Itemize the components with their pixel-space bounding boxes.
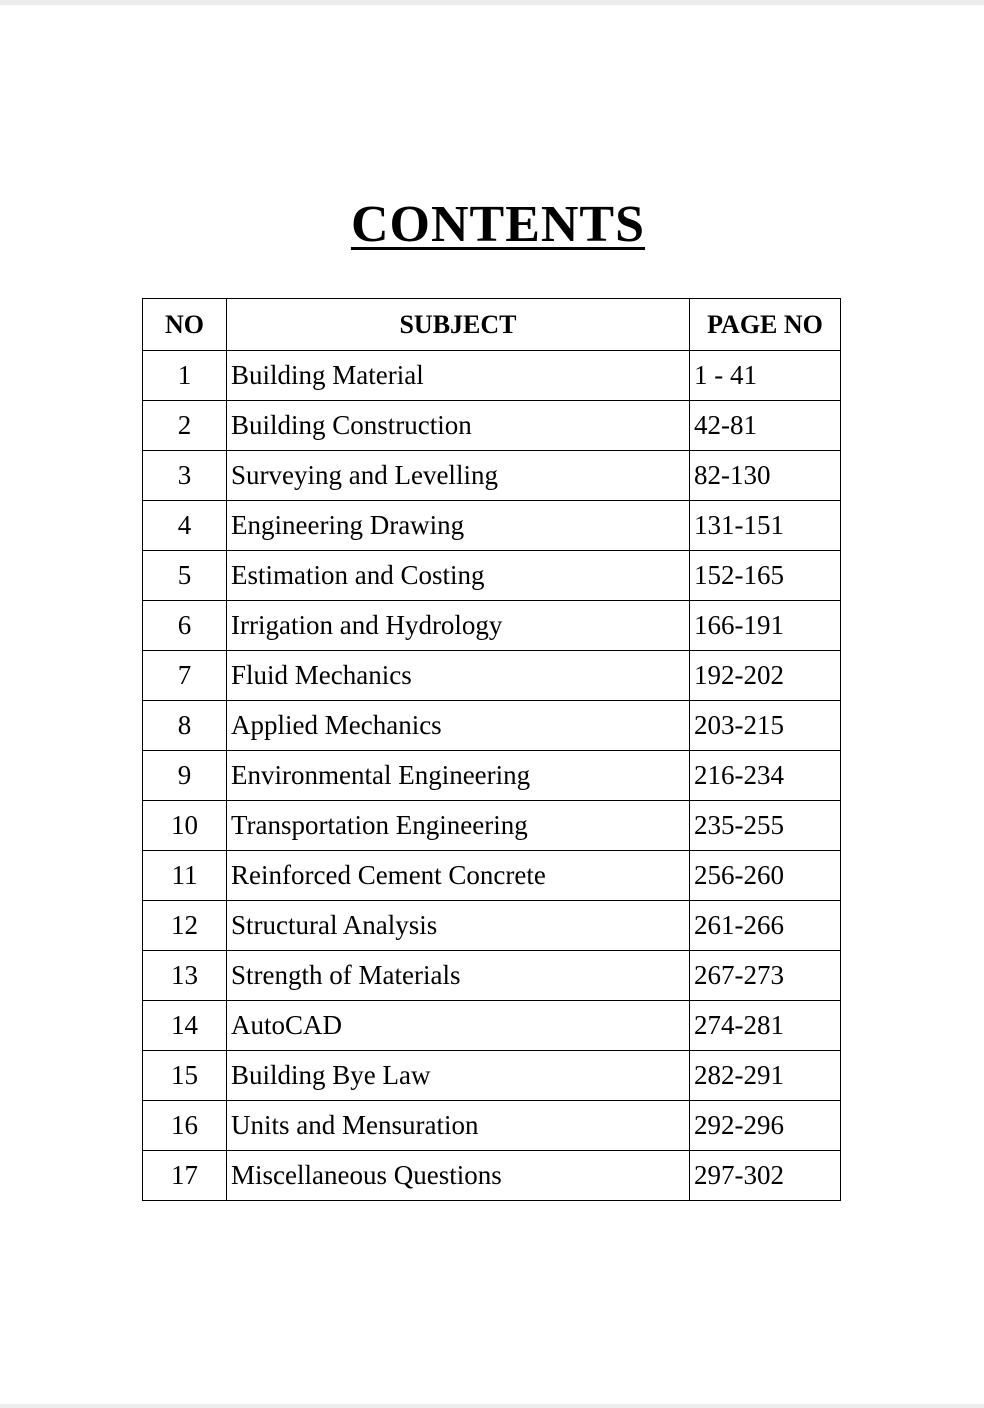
row-subject: Fluid Mechanics (227, 651, 690, 701)
row-page-range: 82-130 (690, 451, 841, 501)
row-subject: Reinforced Cement Concrete (227, 851, 690, 901)
row-subject: AutoCAD (227, 1001, 690, 1051)
table-row (143, 851, 841, 901)
row-number: 14 (143, 1001, 227, 1051)
row-page-range: 297-302 (690, 1151, 841, 1201)
row-number: 16 (143, 1101, 227, 1151)
row-page-range: 152-165 (690, 551, 841, 601)
row-subject: Engineering Drawing (227, 501, 690, 551)
row-number: 7 (143, 651, 227, 701)
row-subject: Strength of Materials (227, 951, 690, 1001)
table-row (143, 1051, 841, 1101)
row-number: 1 (143, 351, 227, 401)
row-page-range: 216-234 (690, 751, 841, 801)
row-subject: Building Construction (227, 401, 690, 451)
page-top-edge (0, 0, 984, 5)
row-subject: Miscellaneous Questions (227, 1151, 690, 1201)
row-number: 11 (143, 851, 227, 901)
contents-table (142, 298, 841, 1201)
row-number: 12 (143, 901, 227, 951)
row-number: 2 (143, 401, 227, 451)
column-header-subject: SUBJECT (227, 299, 690, 351)
table-body (143, 351, 841, 1201)
table-row (143, 651, 841, 701)
row-subject: Building Material (227, 351, 690, 401)
row-number: 10 (143, 801, 227, 851)
row-page-range: 203-215 (690, 701, 841, 751)
row-page-range: 256-260 (690, 851, 841, 901)
table-row (143, 601, 841, 651)
table-header-row (143, 299, 841, 351)
row-page-range: 267-273 (690, 951, 841, 1001)
row-number: 8 (143, 701, 227, 751)
table-row (143, 801, 841, 851)
row-subject: Irrigation and Hydrology (227, 601, 690, 651)
table-row (143, 1151, 841, 1201)
row-subject: Units and Mensuration (227, 1101, 690, 1151)
row-page-range: 1 - 41 (690, 351, 841, 401)
row-number: 9 (143, 751, 227, 801)
row-number: 5 (143, 551, 227, 601)
table-row (143, 1101, 841, 1151)
row-subject: Surveying and Levelling (227, 451, 690, 501)
row-subject: Estimation and Costing (227, 551, 690, 601)
column-header-no: NO (143, 299, 227, 351)
page-bottom-edge (0, 1404, 984, 1408)
row-page-range: 261-266 (690, 901, 841, 951)
row-number: 13 (143, 951, 227, 1001)
row-page-range: 166-191 (690, 601, 841, 651)
row-number: 6 (143, 601, 227, 651)
page-title-text: CONTENTS (350, 196, 646, 253)
row-page-range: 42-81 (690, 401, 841, 451)
row-subject: Building Bye Law (227, 1051, 690, 1101)
table-row (143, 351, 841, 401)
table-row (143, 451, 841, 501)
page-title (0, 194, 984, 256)
table-row (143, 1001, 841, 1051)
row-page-range: 282-291 (690, 1051, 841, 1101)
row-page-range: 292-296 (690, 1101, 841, 1151)
row-subject: Structural Analysis (227, 901, 690, 951)
table-row (143, 751, 841, 801)
row-page-range: 192-202 (690, 651, 841, 701)
table-row (143, 551, 841, 601)
row-number: 15 (143, 1051, 227, 1101)
column-header-page-no: PAGE NO (690, 299, 841, 351)
table-row (143, 901, 841, 951)
row-subject: Environmental Engineering (227, 751, 690, 801)
row-subject: Transportation Engineering (227, 801, 690, 851)
row-subject: Applied Mechanics (227, 701, 690, 751)
table-row (143, 951, 841, 1001)
row-number: 17 (143, 1151, 227, 1201)
row-number: 3 (143, 451, 227, 501)
table-row (143, 701, 841, 751)
table-row (143, 501, 841, 551)
row-number: 4 (143, 501, 227, 551)
row-page-range: 131-151 (690, 501, 841, 551)
row-page-range: 274-281 (690, 1001, 841, 1051)
table-row (143, 401, 841, 451)
row-page-range: 235-255 (690, 801, 841, 851)
